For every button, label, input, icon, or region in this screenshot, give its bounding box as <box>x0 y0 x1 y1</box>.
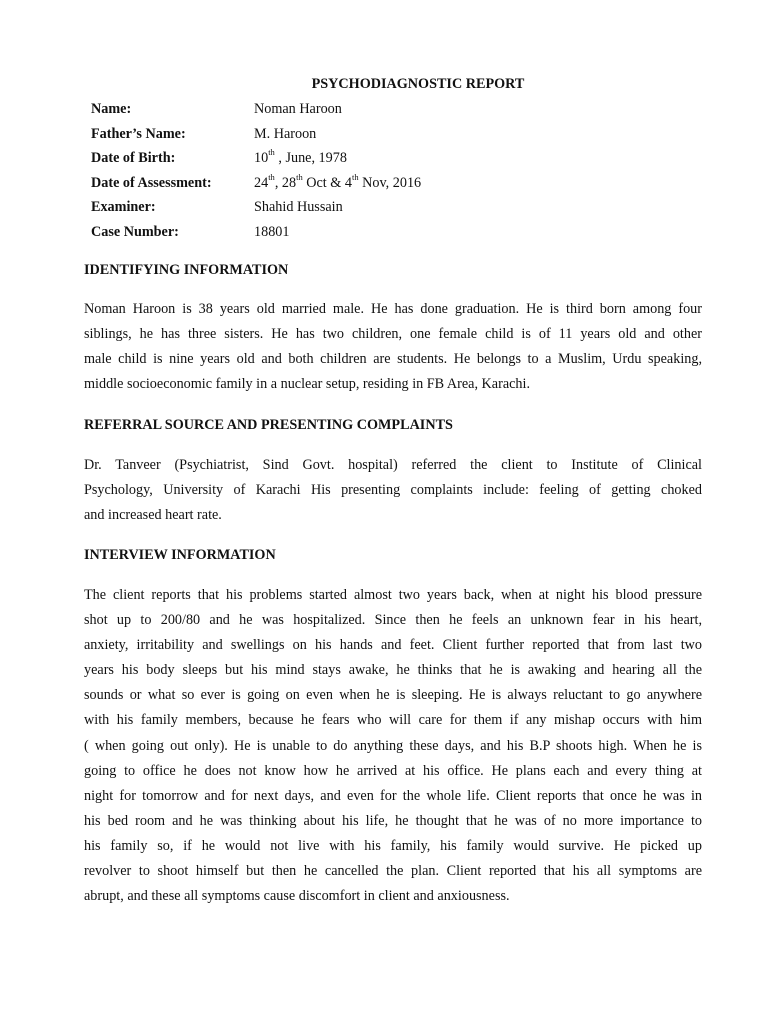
info-row-examiner <box>91 198 421 223</box>
info-label: Examiner: <box>91 199 156 215</box>
info-row-case-number <box>91 223 421 248</box>
paragraph-line: ( when going out only). He is unable to do anything these days, and his B.P shoots high. When he is <box>84 737 702 754</box>
paragraph-line: abrupt, and these all symptoms cause discomfort in client and anxiousness. <box>84 888 510 905</box>
info-label: Name: <box>91 101 132 117</box>
assessment-part: 24 <box>254 174 269 191</box>
info-value <box>254 149 347 174</box>
ordinal-suffix: th <box>268 171 275 182</box>
info-row-date-of-assessment <box>91 171 422 199</box>
assessment-part: , 28 <box>274 174 297 191</box>
paragraph-line: and increased heart rate. <box>84 507 222 524</box>
assessment-part: Nov, 2016 <box>358 174 422 191</box>
info-value: 18801 <box>254 223 290 240</box>
paragraph-line: Noman Haroon is 38 years old married male. He has done graduation. He is third born among four <box>84 301 702 317</box>
section-heading-identifying: IDENTIFYING INFORMATION <box>84 262 289 278</box>
info-label: Father’s Name: <box>91 125 186 142</box>
paragraph-line: Psychology, University of Karachi His presenting complaints include: feeling of getting choked <box>84 482 702 499</box>
section-heading-interview: INTERVIEW INFORMATION <box>84 547 276 563</box>
paragraph-line: revolver to shoot himself but then he cancelled the plan. Client reported that his all symptoms are <box>84 863 702 880</box>
info-label: Date of Birth: <box>91 150 176 166</box>
dob-rest: , June, 1978 <box>274 150 347 166</box>
assessment-part: Oct & 4 <box>302 174 352 191</box>
paragraph-line: his family so, if he would not live with his family, his family would survive. He picked up <box>84 837 702 854</box>
paragraph-line: sounds or what so ever is going on even when he is sleeping. He is always reluctant to go anywhere <box>84 687 702 704</box>
info-value: Noman Haroon <box>254 101 342 117</box>
info-row-father-name <box>91 125 421 150</box>
section-heading-referral: REFERRAL SOURCE AND PRESENTING COMPLAINTS <box>84 417 453 433</box>
paragraph-referral <box>84 453 702 528</box>
ordinal-suffix: th <box>351 171 359 182</box>
info-value <box>254 171 422 199</box>
paragraph-identifying <box>84 297 702 397</box>
paragraph-line: siblings, he has three sisters. He has two children, one female child is of 11 years old and other <box>84 326 702 343</box>
info-row-name <box>91 100 421 125</box>
info-value: M. Haroon <box>254 125 317 142</box>
ordinal-suffix: th <box>296 171 303 182</box>
info-label: Date of Assessment: <box>91 174 212 191</box>
paragraph-line: night for tomorrow and for next days, and even for the whole life. Client reports that once he was in <box>84 787 702 804</box>
paragraph-line: with his family members, because he fears who will care for them if any mishap occurs with him <box>84 712 702 729</box>
paragraph-line: his bed room and he was thinking about his life, he thought that he was of no more importance to <box>84 812 702 829</box>
paragraph-line: middle socioeconomic family in a nuclear setup, residing in FB Area, Karachi. <box>84 376 530 393</box>
paragraph-line: going to office he does not know how he arrived at his office. He plans each and every thing at <box>84 762 702 779</box>
paragraph-line: years his body sleeps but his mind stays awake, he thinks that he is awaking and hearing all the <box>84 662 702 679</box>
patient-info-table <box>91 100 421 247</box>
paragraph-interview <box>84 583 702 909</box>
paragraph-line: anxiety, irritability and swellings on his hands and feet. Client further reported that from last two <box>84 637 702 654</box>
report-title: PSYCHODIAGNOSTIC REPORT <box>311 76 525 92</box>
paragraph-line: Dr. Tanveer (Psychiatrist, Sind Govt. hospital) referred the client to Institute of Clinical <box>84 457 702 473</box>
info-row-date-of-birth <box>91 149 421 174</box>
info-value: Shahid Hussain <box>254 199 343 215</box>
dob-day: 10 <box>254 150 269 166</box>
paragraph-line: male child is nine years old and both children are students. He belongs to a Muslim, Urdu speaking, <box>84 351 702 368</box>
paragraph-line: shot up to 200/80 and he was hospitalized. Since then he feels an unknown fear in his heart, <box>84 612 702 629</box>
paragraph-line: The client reports that his problems started almost two years back, when at night his blood pressure <box>84 587 702 603</box>
info-label: Case Number: <box>91 223 179 240</box>
dob-day-suffix: th <box>268 147 275 158</box>
